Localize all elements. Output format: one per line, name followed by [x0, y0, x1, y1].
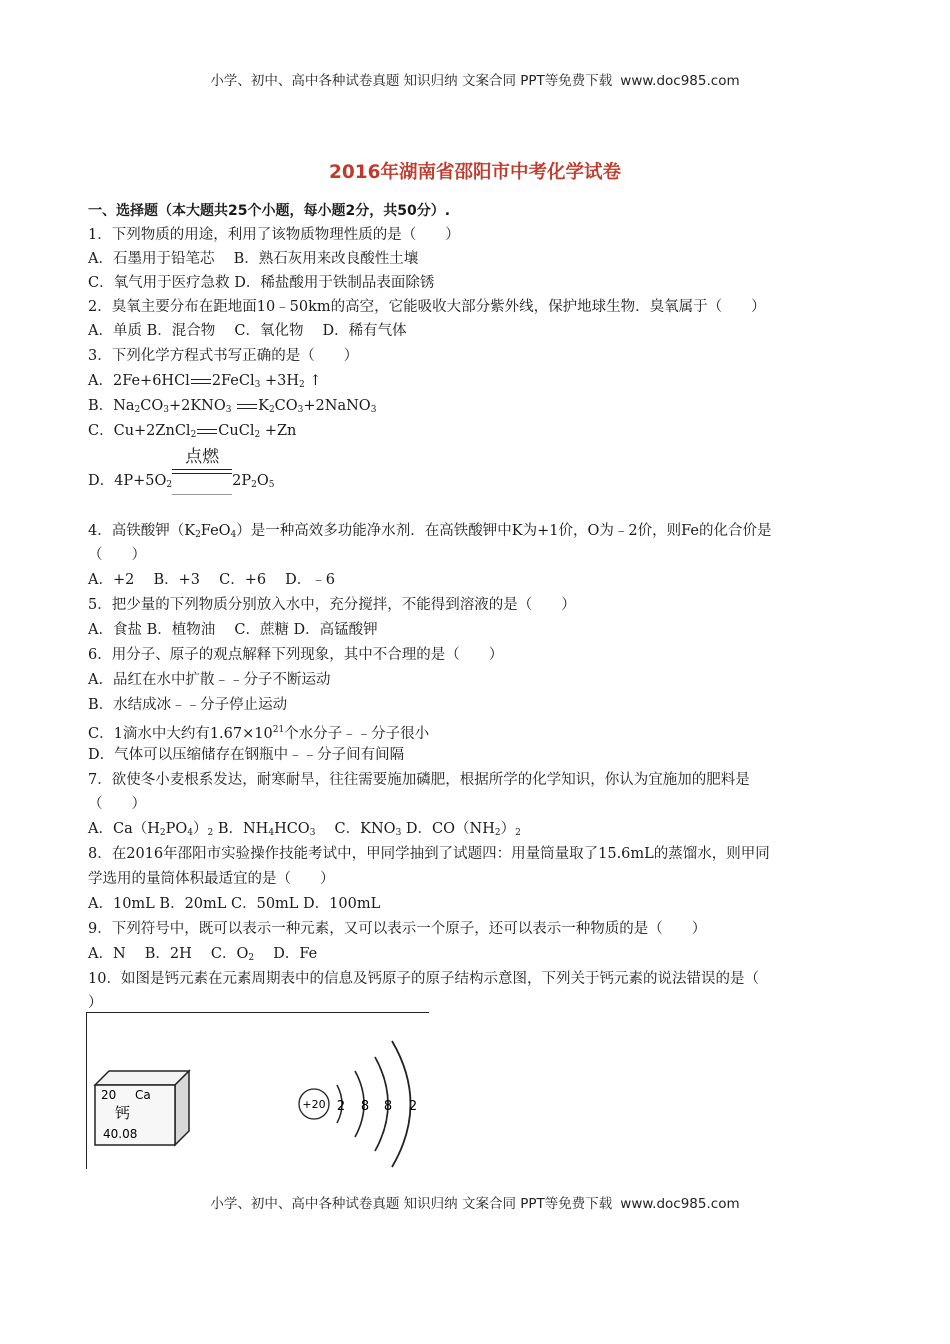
q10-stem-line2: ）: [88, 995, 103, 1011]
header-banner: [0, 69, 950, 89]
q7-stem: 7．欲使冬小麦根系发达，耐寒耐旱，往往需要施加磷肥，根据所学的化学知识，你认为宜施加的肥料是: [88, 772, 750, 788]
footer-banner: [0, 1192, 950, 1212]
q1-options-ab: A．石墨用于铅笔芯 B．熟石灰用来改良酸性土壤: [88, 251, 419, 267]
q1-stem: 1．下列物质的用途，利用了该物质物理性质的是（ ）: [88, 227, 460, 243]
q3-option-b: B．$Na_2CO_3+2KNO_3$ $K_2CO_3+2NaNO_3$: [88, 398, 377, 415]
shell-count-2: 8: [360, 1099, 370, 1114]
q7-paren: （ ）: [88, 796, 146, 812]
q3-stem: 3．下列化学方程式书写正确的是（ ）: [88, 348, 359, 364]
q8-options: A．10mL B．20mL C．50mL D．100mL: [88, 896, 381, 912]
q4-stem: 4．高铁酸钾$(K_2FeO_4)$是一种高效多功能净水剂．在高铁酸钾中K为+1价，O为﹣2价，则Fe的化合价是: [88, 523, 772, 540]
q6-option-c: C．1滴水中大约有$1.67\times 10^{21}$个水分子﹣﹣分子很小: [88, 725, 430, 742]
q6-option-d: D．气体可以压缩储存在钢瓶中﹣﹣分子间有间隔: [88, 747, 405, 763]
q3-option-d: D．$4P+5O_2$ 点燃 $2P_2O_5$: [88, 471, 274, 495]
element-mass: 40.08: [103, 1127, 138, 1141]
reaction-condition: 点燃: [172, 475, 232, 495]
q1-options-cd: C．氧气用于医疗急救 D．稀盐酸用于铁制品表面除锈: [88, 275, 435, 291]
q3-option-c: C．Cu+2ZnCl$_2$ CuCl$_2$ +Zn: [88, 423, 297, 440]
q2-options: A．单质 B．混合物 C．氧化物 D．稀有气体: [88, 323, 407, 339]
q7-options: A．$Ca(H_2PO_4)_2$ B．$NH_4HCO_3$ C．$KNO_3$ D．$CO(NH_2)_2$: [88, 821, 521, 838]
banner-text: 小学、初中、高中各种试卷真题 知识归纳 文案合同 PPT等免费下载: [210, 73, 613, 89]
q6-option-a: A．品红在水中扩散﹣﹣分子不断运动: [88, 672, 331, 688]
q3-option-a: A．2Fe+6HCl 2FeCl$_3$ $+3H_2$ ↑: [88, 373, 322, 390]
shell-count-4: 2: [408, 1099, 418, 1114]
element-card: [95, 1071, 189, 1145]
section-heading: 一、选择题（本大题共25个小题，每小题2分，共50分）.: [88, 203, 451, 219]
q6-option-b: B．水结成冰﹣﹣分子停止运动: [88, 697, 288, 713]
q5-stem: 5．把少量的下列物质分别放入水中，充分搅拌，不能得到溶液的是（ ）: [88, 597, 576, 613]
q8-stem-line1: 8．在2016年邵阳市实验操作技能考试中，甲同学抽到了试题四：用量筒量取了15.6mL的蒸馏水，则甲同: [88, 846, 770, 862]
q10-stem-line1: 10．如图是钙元素在元素周期表中的信息及钙原子的原子结构示意图，下列关于钙元素的说法错误的是（: [88, 971, 759, 987]
shell-count-3: 8: [383, 1099, 393, 1114]
q4-paren: （ ）: [88, 547, 146, 563]
shell-count-1: 2: [336, 1099, 346, 1114]
page-title: 2016年湖南省邵阳市中考化学试卷: [329, 162, 621, 183]
banner-site-link[interactable]: www.doc985.com: [620, 73, 740, 89]
q4-options: A．+2 B．+3 C．+6 D．﹣6: [88, 572, 336, 588]
element-number: 20: [101, 1088, 117, 1102]
q9-stem: 9．下列符号中，既可以表示一种元素，又可以表示一个原子，还可以表示一种物质的是（ ）: [88, 921, 707, 937]
q8-stem-line2: 学选用的量筒体积最适宜的是（ ）: [88, 871, 335, 887]
q9-options: A．N B．2H C．$O_2$ D．Fe: [88, 946, 318, 963]
element-symbol: Ca: [135, 1088, 151, 1102]
atom-structure: [299, 1041, 417, 1167]
q6-stem: 6．用分子、原子的观点解释下列现象，其中不合理的是（ ）: [88, 647, 504, 663]
calcium-figure-svg: [87, 1013, 427, 1168]
q5-options: A．食盐 B．植物油 C．蔗糖 D．高锰酸钾: [88, 622, 378, 638]
nucleus-label: +20: [302, 1098, 326, 1111]
footer-banner-text: 小学、初中、高中各种试卷真题 知识归纳 文案合同 PPT等免费下载: [210, 1196, 613, 1212]
calcium-figure: [86, 1012, 429, 1169]
shell-arc-4: [392, 1041, 411, 1167]
footer-site-link[interactable]: www.doc985.com: [620, 1196, 740, 1212]
q2-stem: 2．臭氧主要分布在距地面10﹣50km的高空，它能吸收大部分紫外线，保护地球生物．臭氧属于（ ）: [88, 299, 766, 315]
element-name: 钙: [115, 1104, 131, 1122]
